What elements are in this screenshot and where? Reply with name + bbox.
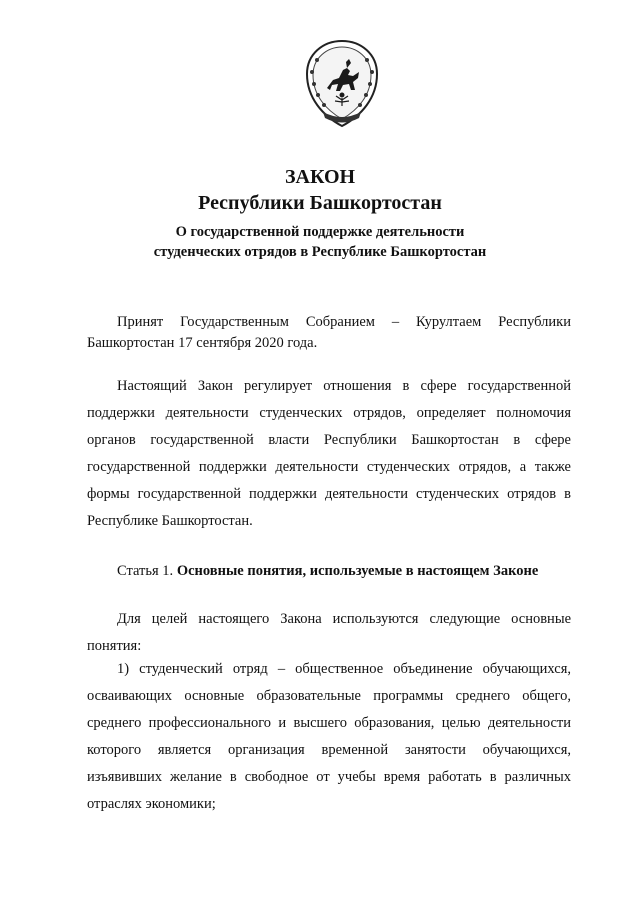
document-subtitle-line1: О государственной поддержке деятельности — [175, 224, 465, 240]
article-1-title: Основные понятия, используемые в настоящем Законе — [176, 563, 539, 579]
document-title: ЗАКОН — [284, 166, 356, 188]
document-title-region: Республики Башкортостан — [198, 192, 442, 214]
article-1-label: Статья 1. — [117, 563, 174, 579]
article-1-intro: Для целей настоящего Закона используются следующие основные понятия: — [87, 611, 571, 654]
article-1-item-1: 1) студенческий отряд – общественное объединение обучающихся, осваивающих основные образовательные программы среднего общего, среднего профессионального и высшего образования, целью деятельности которого является организация временной занятости обучающихся, изъявивших желание в свободное от учебы время работать в различных отраслях экономики; — [87, 661, 571, 812]
preamble-paragraph: Настоящий Закон регулирует отношения в сфере государственной поддержки деятельности студенческих отрядов, определяет полномочия органов государственной власти Республики Башкортостан в сфере государственной поддержки деятельности студенческих отрядов, а также формы государственной поддержки деятельности студенческих отрядов в Республике Башкортостан. — [87, 378, 571, 529]
article-1-heading — [117, 561, 538, 581]
adoption-statement: Принят Государственным Собранием – Курултаем Республики Башкортостан 17 сентября 2020 года. — [87, 314, 571, 351]
bashkortostan-coat-of-arms-icon — [303, 38, 381, 130]
document-subtitle-line2: студенческих отрядов в Республике Башкортостан — [153, 244, 487, 260]
